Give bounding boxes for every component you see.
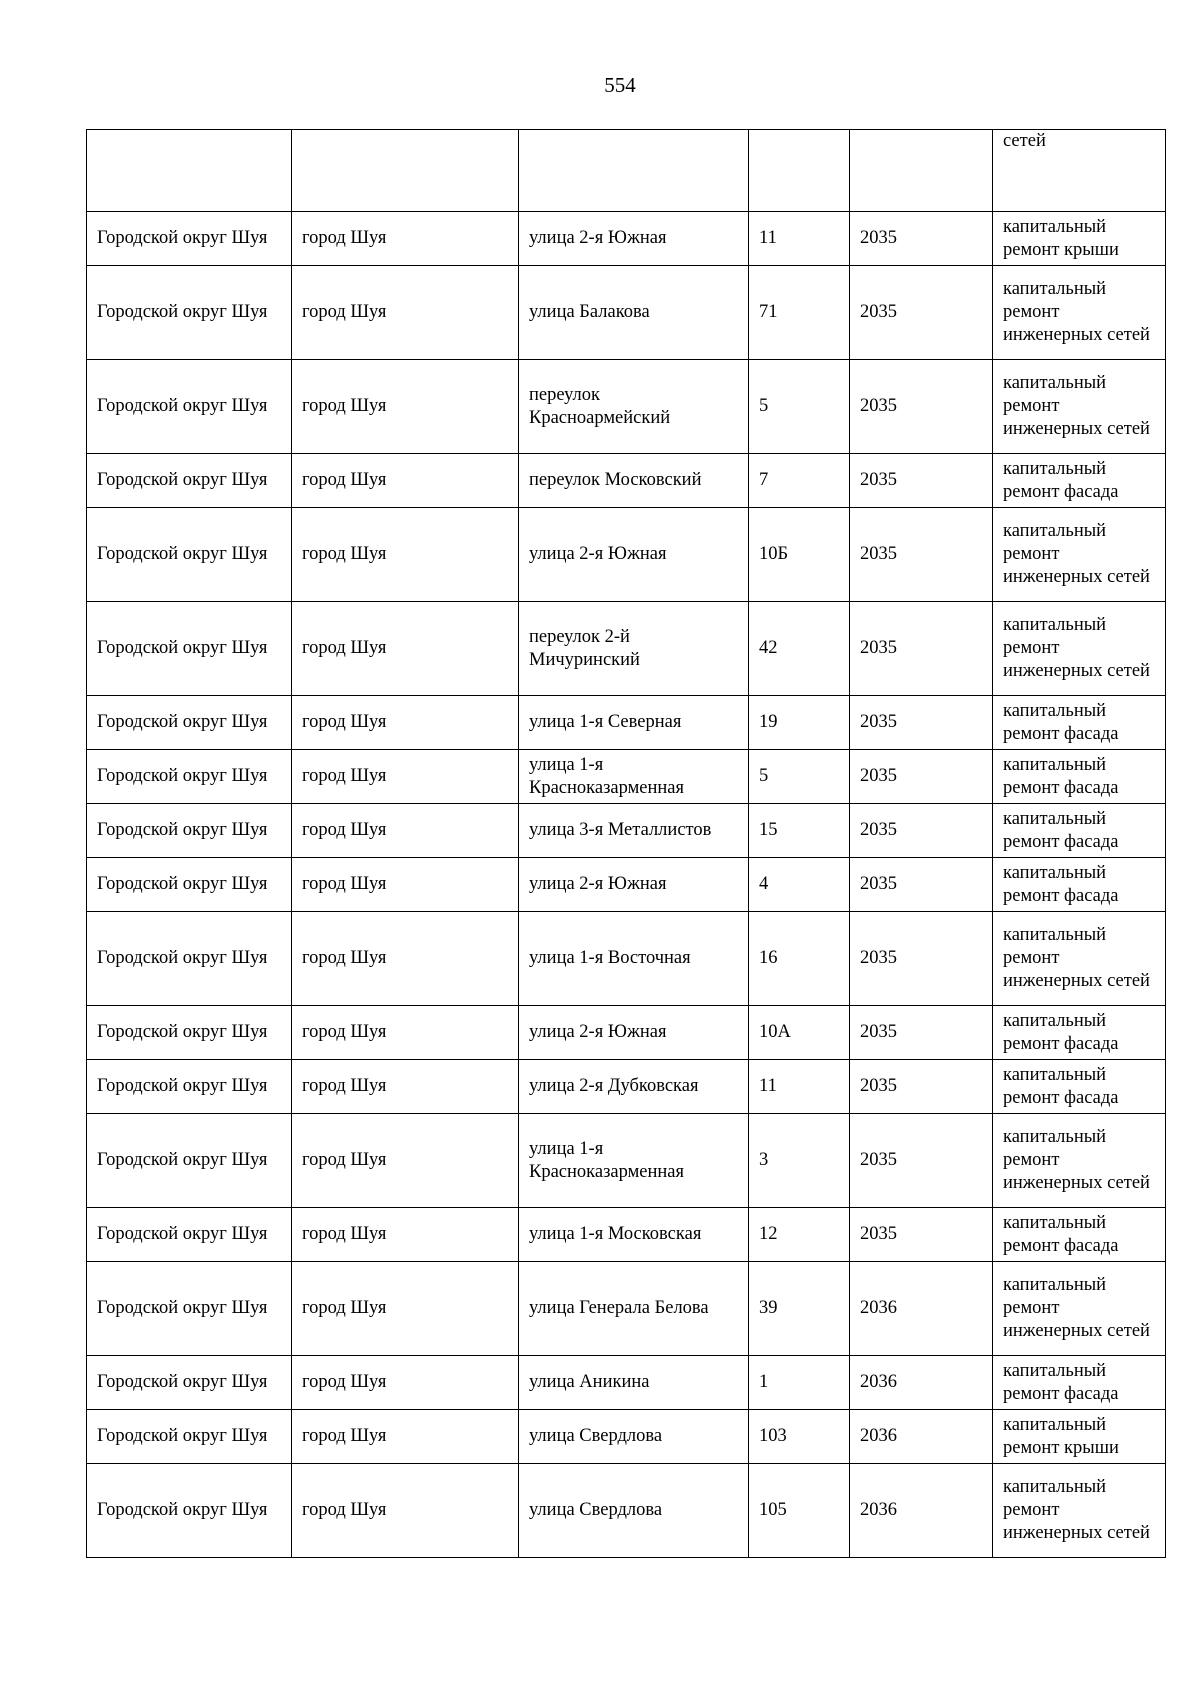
table-row	[87, 1006, 1166, 1060]
year-cell: 2035	[850, 266, 993, 360]
continuation-row	[87, 130, 1166, 212]
house-cell: 71	[749, 266, 850, 360]
house-cell	[749, 130, 850, 212]
locality-cell: город Шуя	[292, 1006, 519, 1060]
district-cell: Городской округ Шуя	[87, 1006, 292, 1060]
house-cell: 103	[749, 1410, 850, 1464]
street-cell: улица Свердлова	[519, 1464, 749, 1558]
year-cell: 2035	[850, 858, 993, 912]
street-cell: улица 1-я Московская	[519, 1208, 749, 1262]
locality-cell: город Шуя	[292, 1464, 519, 1558]
street-cell: улица 2-я Южная	[519, 1006, 749, 1060]
locality-cell: город Шуя	[292, 602, 519, 696]
year-cell: 2036	[850, 1464, 993, 1558]
district-cell: Городской округ Шуя	[87, 1356, 292, 1410]
year-cell: 2035	[850, 360, 993, 454]
table-row	[87, 1262, 1166, 1356]
house-cell: 4	[749, 858, 850, 912]
district-cell: Городской округ Шуя	[87, 1464, 292, 1558]
page-number: 554	[604, 73, 636, 97]
district-cell: Городской округ Шуя	[87, 360, 292, 454]
work-cell: капитальный ремонт крыши	[993, 212, 1166, 266]
street-cell: улица 2-я Южная	[519, 858, 749, 912]
locality-cell: город Шуя	[292, 1208, 519, 1262]
house-cell: 11	[749, 1060, 850, 1114]
house-cell: 12	[749, 1208, 850, 1262]
street-cell: улица 2-я Южная	[519, 508, 749, 602]
district-cell: Городской округ Шуя	[87, 804, 292, 858]
table-row	[87, 454, 1166, 508]
year-cell: 2036	[850, 1410, 993, 1464]
table-row	[87, 858, 1166, 912]
locality-cell: город Шуя	[292, 1356, 519, 1410]
work-cell: капитальный ремонт инженерных сетей	[993, 360, 1166, 454]
year-cell: 2036	[850, 1356, 993, 1410]
year-cell	[850, 130, 993, 212]
house-cell: 7	[749, 454, 850, 508]
house-cell: 10А	[749, 1006, 850, 1060]
street-cell: переулок 2-й Мичуринский	[519, 602, 749, 696]
street-cell: улица Генерала Белова	[519, 1262, 749, 1356]
locality-cell: город Шуя	[292, 212, 519, 266]
year-cell: 2035	[850, 912, 993, 1006]
table-row	[87, 508, 1166, 602]
house-cell: 1	[749, 1356, 850, 1410]
locality-cell: город Шуя	[292, 750, 519, 804]
year-cell: 2035	[850, 508, 993, 602]
table-row	[87, 602, 1166, 696]
house-cell: 5	[749, 360, 850, 454]
table-row	[87, 1060, 1166, 1114]
year-cell: 2035	[850, 1006, 993, 1060]
year-cell: 2035	[850, 1060, 993, 1114]
work-cell: капитальный ремонт фасада	[993, 1060, 1166, 1114]
work-cell: капитальный ремонт инженерных сетей	[993, 266, 1166, 360]
locality-cell: город Шуя	[292, 858, 519, 912]
year-cell: 2035	[850, 212, 993, 266]
street-cell: улица 1-я Северная	[519, 696, 749, 750]
year-cell: 2035	[850, 602, 993, 696]
street-cell: улица 1-я Красноказарменная	[519, 1114, 749, 1208]
district-cell: Городской округ Шуя	[87, 1060, 292, 1114]
locality-cell	[292, 130, 519, 212]
district-cell: Городской округ Шуя	[87, 266, 292, 360]
year-cell: 2035	[850, 804, 993, 858]
street-cell: улица 3-я Металлистов	[519, 804, 749, 858]
year-cell: 2035	[850, 696, 993, 750]
house-cell: 42	[749, 602, 850, 696]
work-cell: капитальный ремонт крыши	[993, 1410, 1166, 1464]
work-cell: капитальный ремонт фасада	[993, 1208, 1166, 1262]
district-cell: Городской округ Шуя	[87, 602, 292, 696]
table-row	[87, 360, 1166, 454]
work-cell: капитальный ремонт инженерных сетей	[993, 602, 1166, 696]
locality-cell: город Шуя	[292, 804, 519, 858]
work-cell: капитальный ремонт фасада	[993, 750, 1166, 804]
street-cell: улица 1-я Восточная	[519, 912, 749, 1006]
locality-cell: город Шуя	[292, 1410, 519, 1464]
table-row	[87, 750, 1166, 804]
table-body	[87, 130, 1166, 1558]
locality-cell: город Шуя	[292, 1060, 519, 1114]
work-cell: капитальный ремонт инженерных сетей	[993, 1262, 1166, 1356]
street-cell: переулок Московский	[519, 454, 749, 508]
year-cell: 2035	[850, 1208, 993, 1262]
locality-cell: город Шуя	[292, 696, 519, 750]
street-cell: улица Аникина	[519, 1356, 749, 1410]
house-cell: 10Б	[749, 508, 850, 602]
locality-cell: город Шуя	[292, 1114, 519, 1208]
locality-cell: город Шуя	[292, 266, 519, 360]
district-cell	[87, 130, 292, 212]
table-row	[87, 1114, 1166, 1208]
table-row	[87, 212, 1166, 266]
street-cell: улица 1-я Красноказарменная	[519, 750, 749, 804]
district-cell: Городской округ Шуя	[87, 696, 292, 750]
street-cell: улица 2-я Дубковская	[519, 1060, 749, 1114]
house-cell: 16	[749, 912, 850, 1006]
work-cell: капитальный ремонт инженерных сетей	[993, 1464, 1166, 1558]
locality-cell: город Шуя	[292, 508, 519, 602]
house-cell: 5	[749, 750, 850, 804]
year-cell: 2035	[850, 454, 993, 508]
house-cell: 105	[749, 1464, 850, 1558]
work-cell: капитальный ремонт фасада	[993, 454, 1166, 508]
street-cell: улица Балакова	[519, 266, 749, 360]
district-cell: Городской округ Шуя	[87, 508, 292, 602]
house-cell: 19	[749, 696, 850, 750]
district-cell: Городской округ Шуя	[87, 750, 292, 804]
district-cell: Городской округ Шуя	[87, 858, 292, 912]
work-cell: капитальный ремонт фасада	[993, 696, 1166, 750]
table-row	[87, 696, 1166, 750]
locality-cell: город Шуя	[292, 360, 519, 454]
street-cell: улица Свердлова	[519, 1410, 749, 1464]
work-cell: сетей	[993, 130, 1166, 212]
street-cell: улица 2-я Южная	[519, 212, 749, 266]
work-cell: капитальный ремонт фасада	[993, 1356, 1166, 1410]
table-row	[87, 266, 1166, 360]
table-row	[87, 1356, 1166, 1410]
table-row	[87, 1208, 1166, 1262]
district-cell: Городской округ Шуя	[87, 1262, 292, 1356]
work-cell: капитальный ремонт фасада	[993, 804, 1166, 858]
house-cell: 15	[749, 804, 850, 858]
work-cell: капитальный ремонт фасада	[993, 858, 1166, 912]
house-cell: 3	[749, 1114, 850, 1208]
district-cell: Городской округ Шуя	[87, 1410, 292, 1464]
street-cell: переулок Красноармейский	[519, 360, 749, 454]
table-row	[87, 804, 1166, 858]
street-cell	[519, 130, 749, 212]
work-cell: капитальный ремонт фасада	[993, 1006, 1166, 1060]
district-cell: Городской округ Шуя	[87, 212, 292, 266]
locality-cell: город Шуя	[292, 1262, 519, 1356]
year-cell: 2035	[850, 750, 993, 804]
district-cell: Городской округ Шуя	[87, 1114, 292, 1208]
table-row	[87, 912, 1166, 1006]
table-row	[87, 1410, 1166, 1464]
table-row	[87, 1464, 1166, 1558]
year-cell: 2035	[850, 1114, 993, 1208]
work-cell: капитальный ремонт инженерных сетей	[993, 508, 1166, 602]
repair-schedule-table	[86, 129, 1166, 1558]
work-cell: капитальный ремонт инженерных сетей	[993, 1114, 1166, 1208]
house-cell: 11	[749, 212, 850, 266]
work-cell: капитальный ремонт инженерных сетей	[993, 912, 1166, 1006]
house-cell: 39	[749, 1262, 850, 1356]
district-cell: Городской округ Шуя	[87, 454, 292, 508]
locality-cell: город Шуя	[292, 912, 519, 1006]
locality-cell: город Шуя	[292, 454, 519, 508]
district-cell: Городской округ Шуя	[87, 1208, 292, 1262]
year-cell: 2036	[850, 1262, 993, 1356]
district-cell: Городской округ Шуя	[87, 912, 292, 1006]
